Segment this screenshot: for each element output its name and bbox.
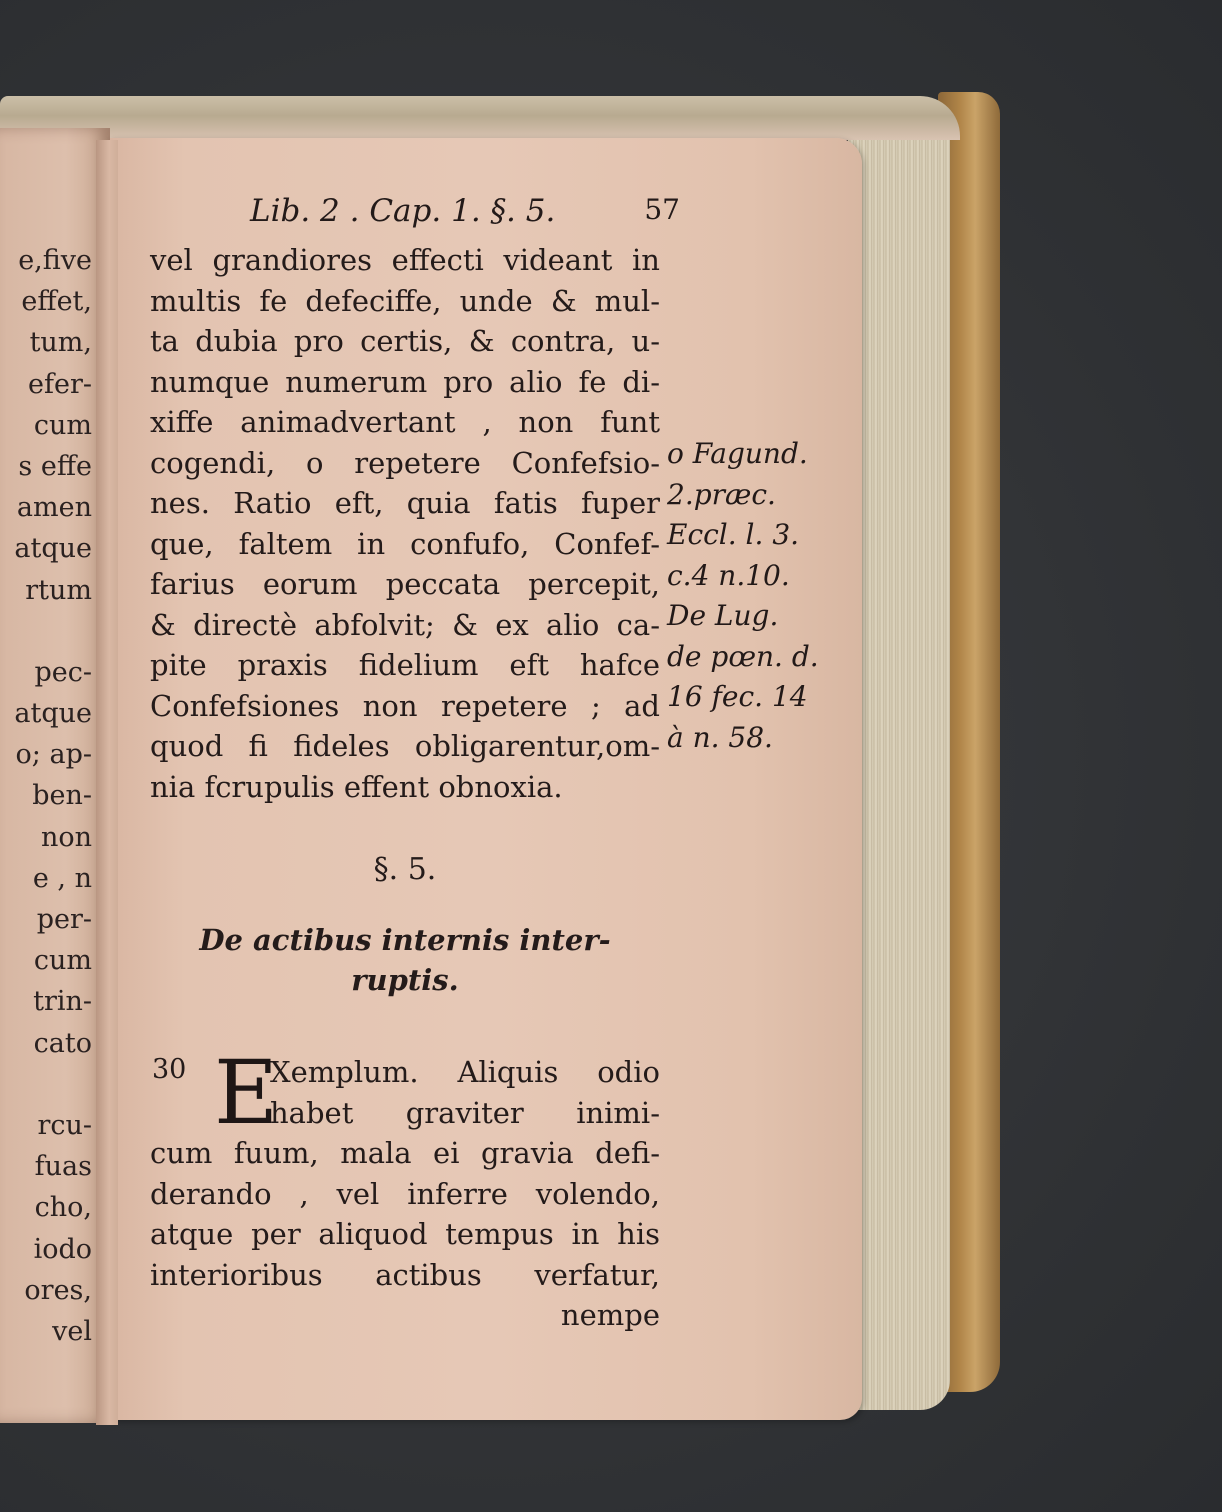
left-line: pec- [34, 656, 92, 688]
left-line: non [40, 821, 92, 853]
left-line: cho, [34, 1192, 92, 1224]
margin-note-line: c.4 n.10. [667, 558, 790, 592]
margin-note-line: De Lug. [667, 599, 779, 632]
left-line: iodo [33, 1233, 92, 1265]
left-line: atque [14, 698, 92, 730]
left-line: cato [33, 1027, 92, 1059]
left-line: rtum [25, 574, 92, 606]
top-binding [0, 96, 960, 140]
page-edges [848, 118, 950, 1410]
left-line: o; ap- [15, 739, 92, 771]
text-line: cum fuum, mala ei gravia defi- [150, 1136, 660, 1170]
left-line: trin- [33, 986, 92, 1018]
margin-note-line: o Fagund. [667, 437, 808, 470]
text-line: & directè abfolvit; & ex alio ca- [150, 607, 660, 642]
left-line: ores, [24, 1274, 92, 1306]
text-line: pite praxis fidelium eft hafce [150, 648, 660, 682]
section-title-line: De actibus internis inter- [199, 923, 611, 957]
left-line: efer- [28, 368, 92, 400]
text-line: nes. Ratio eft, quia fatis fuper [150, 486, 660, 520]
text-line: interioribus actibus verfatur, [150, 1257, 660, 1292]
text-line: Confefsiones non repetere ; ad [150, 688, 660, 723]
left-line: fuas [34, 1151, 92, 1183]
text-line: nia fcrupulis effent obnoxia. [150, 769, 563, 804]
left-line: effet, [21, 286, 92, 318]
spine-gutter [96, 140, 118, 1425]
left-line: vel [52, 1315, 92, 1347]
paragraph-number: 30 [152, 1054, 187, 1085]
section-title-line: ruptis. [351, 963, 459, 997]
left-line: rcu- [37, 1109, 92, 1141]
text-line: multis fe defeciffe, unde & mul- [150, 283, 660, 318]
section-title [160, 920, 650, 1000]
text-line: cogendi, o repetere Confefsio- [150, 445, 660, 480]
margin-note-line: 2.præc. [667, 477, 776, 511]
left-page-text [0, 240, 92, 1352]
text-line: vel grandiores effecti videant in [150, 243, 660, 277]
left-line: tum, [29, 327, 92, 359]
text-line: habet graviter inimi- [270, 1095, 660, 1130]
text-line: quod fi fideles obligarentur,om- [150, 729, 660, 763]
left-line: cum [33, 409, 92, 441]
left-line: e,five [18, 245, 92, 276]
left-line: atque [14, 533, 92, 565]
text-line: atque per aliquod tempus in his [150, 1217, 660, 1251]
left-line: amen [16, 492, 92, 524]
margin-note-line: à n. 58. [667, 720, 773, 754]
text-line: derando , vel inferre volendo, [150, 1176, 660, 1211]
text-line: xiffe animadvertant , non funt [150, 405, 660, 439]
running-title: Lib. 2 . Cap. 1. §. 5. [250, 193, 556, 229]
margin-notes [667, 434, 827, 758]
text-line: ta dubia pro certis, & contra, u- [150, 324, 660, 358]
margin-note-line: 16 fec. 14 [667, 680, 808, 713]
left-line: s effe [18, 450, 92, 482]
page-number: 57 [644, 193, 680, 226]
text-line: que, faltem in confufo, Confef- [150, 526, 660, 561]
text-line: Xemplum. Aliquis odio [270, 1055, 660, 1089]
text-line: numque numerum pro alio fe di- [150, 364, 660, 399]
left-line: per- [36, 904, 92, 935]
section-mark: §. 5. [373, 852, 437, 887]
left-line: e , n [32, 862, 92, 894]
catchword: nempe [560, 1298, 660, 1332]
body-paragraph [150, 240, 660, 807]
left-line: cum [33, 945, 92, 977]
paragraph-two [150, 1041, 660, 1336]
left-line [0, 611, 92, 652]
text-line: farius eorum peccata percepit, [150, 567, 660, 601]
left-line: ben- [32, 780, 92, 812]
margin-note-line: de pœn. d. [667, 639, 819, 673]
margin-note-line: Eccl. l. 3. [667, 518, 800, 551]
left-line [0, 1064, 92, 1105]
running-header [250, 193, 680, 233]
drop-cap: E [214, 1041, 279, 1144]
